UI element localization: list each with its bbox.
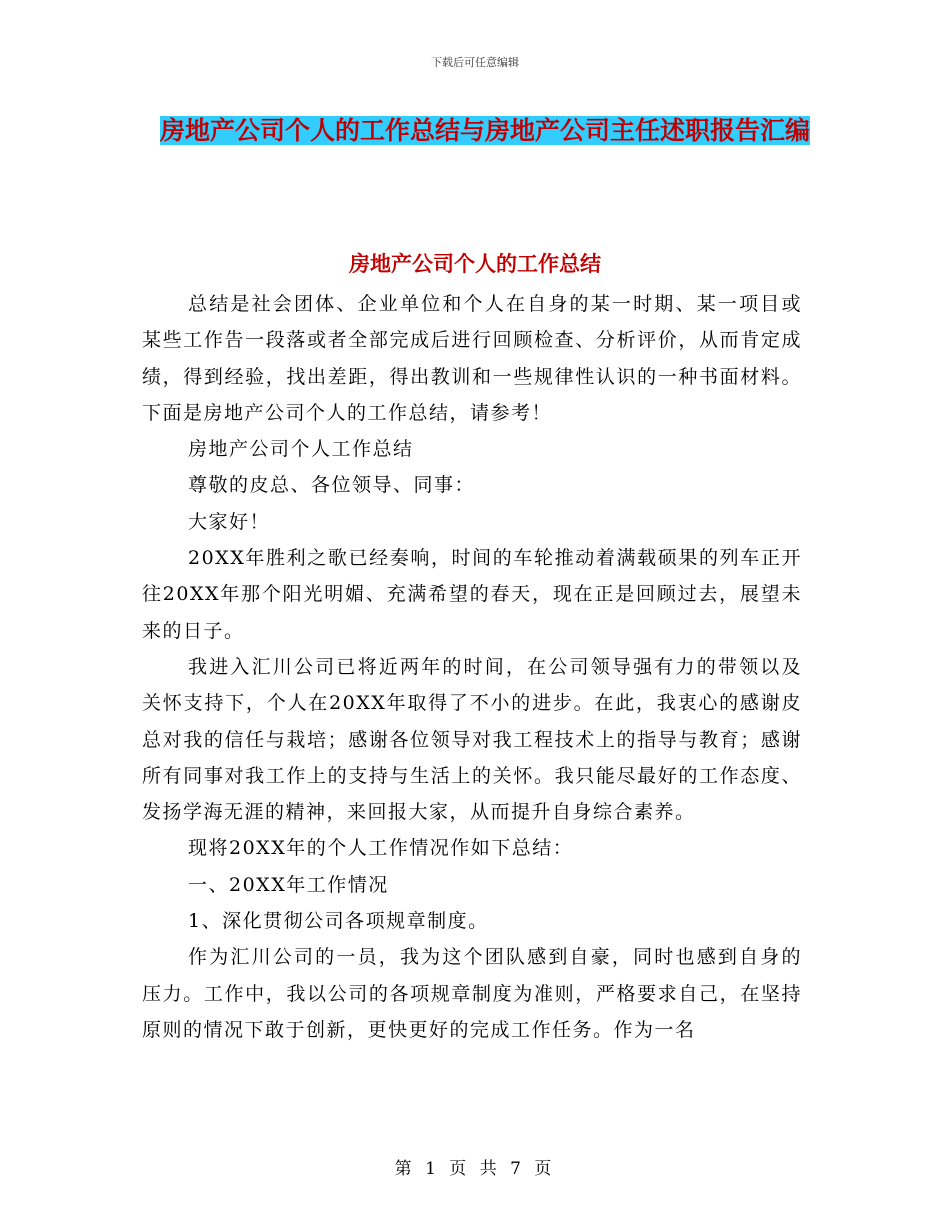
page-number-footer: 第 1 页 共 7 页: [394, 1159, 556, 1179]
document-title: [140, 108, 830, 154]
paragraph: 我进入汇川公司已将近两年的时间，在公司领导强有力的带领以及关怀支持下，个人在20XX年取得了不小的进步。在此，我衷心的感谢皮总对我的信任与栽培；感谢各位领导对我工程技术上的指导与教育；感谢所有同事对我工作上的支持与生活上的关怀。我只能尽最好的工作态度、发扬学海无涯的精神，来回报大家，从而提升自身综合素养。: [142, 655, 802, 824]
document-title-text: 房地产公司个人的工作总结与房地产公司主任述职报告汇编: [159, 116, 810, 145]
paragraph: 一、20XX年工作情况: [188, 873, 389, 896]
paragraph: 1、深化贯彻公司各项规章制度。: [188, 910, 489, 933]
header-note: 下载后可任意编辑: [431, 56, 519, 69]
paragraph: 尊敬的皮总、各位领导、同事：: [188, 474, 476, 497]
section-subtitle: 房地产公司个人的工作总结: [349, 251, 601, 276]
paragraph: 20XX年胜利之歌已经奏响，时间的车轮推动着满载硕果的列车正开往20XX年那个阳光明媚、充满希望的春天，现在正是回顾过去，展望未来的日子。: [142, 547, 802, 642]
paragraph: 现将20XX年的个人工作情况作如下总结：: [188, 837, 574, 860]
paragraph: 房地产公司个人工作总结: [188, 438, 414, 461]
document-body: [142, 286, 802, 1048]
paragraph: 作为汇川公司的一员，我为这个团队感到自豪，同时也感到自身的压力。工作中，我以公司的各项规章制度为准则，严格要求自己，在坚持原则的情况下敢于创新，更快更好的完成工作任务。作为一名: [142, 946, 802, 1041]
paragraph: 总结是社会团体、企业单位和个人在自身的某一时期、某一项目或某些工作告一段落或者全部完成后进行回顾检查、分析评价，从而肯定成绩，得到经验，找出差距，得出教训和一些规律性认识的一种书面材料。下面是房地产公司个人的工作总结，请参考！: [142, 293, 802, 424]
paragraph: 大家好！: [188, 510, 271, 533]
